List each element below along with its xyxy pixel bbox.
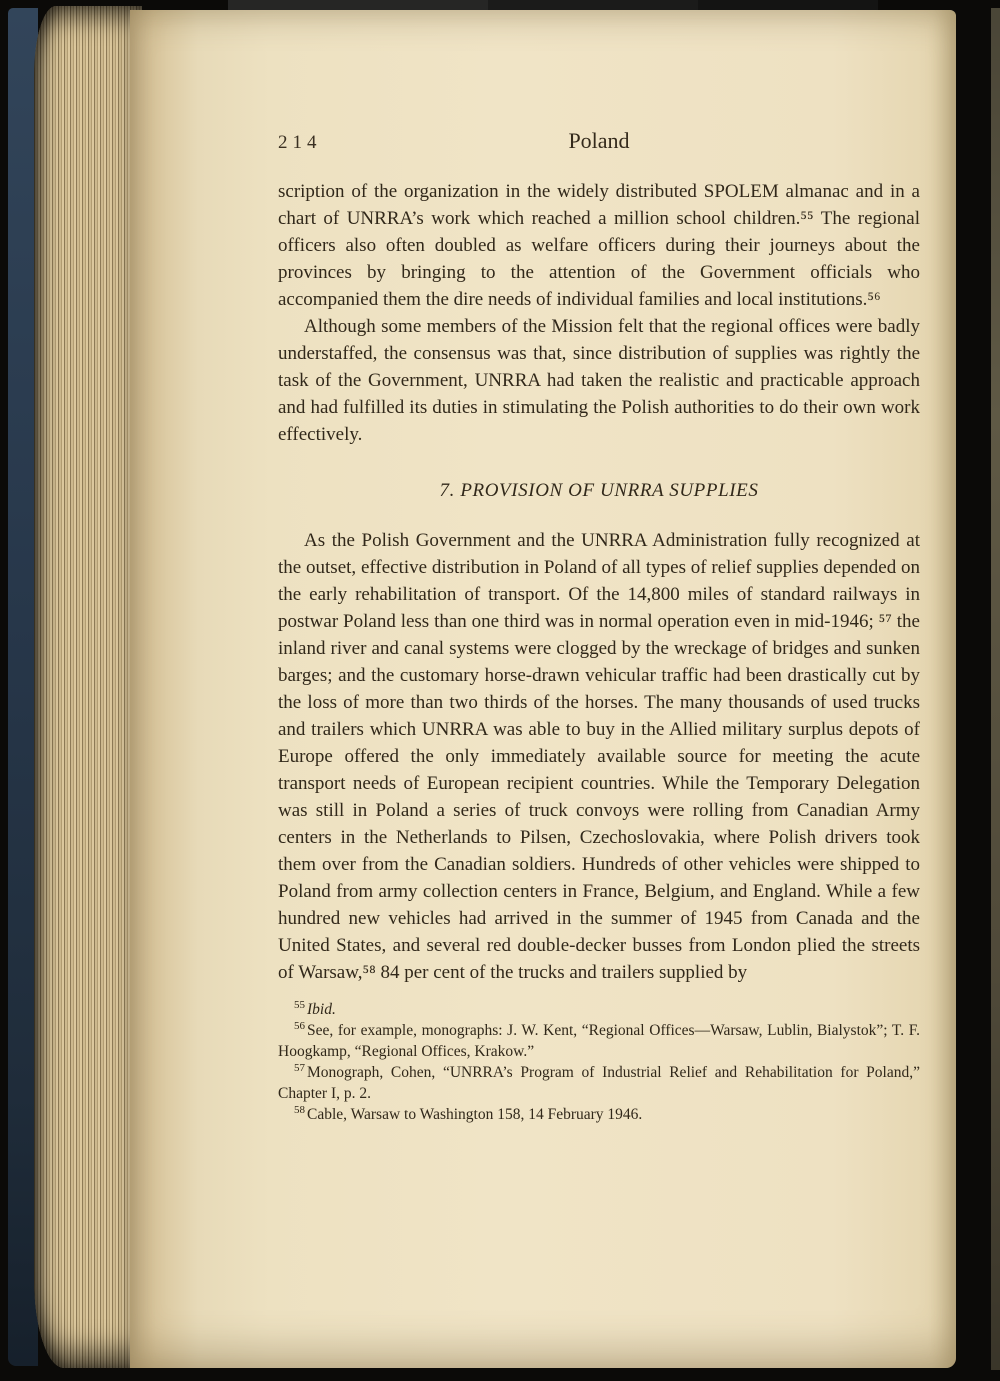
footnote: [278, 999, 920, 1020]
footnote-marker: 58: [294, 1103, 305, 1116]
book-page: [130, 10, 956, 1368]
running-header-title: Poland: [568, 128, 630, 153]
footnote-marker: 57: [294, 1061, 305, 1074]
footnote: [278, 1062, 920, 1104]
paragraph: scription of the organization in the widely distributed SPOLEM almanac and in a chart of UNRRA’s work which reached a million school children.⁵⁵ The regional officers also often doubled as welfare officers during their journeys about the provinces by bringing to the attention of the Government officials who accompanied them the dire needs of individual families and local institutions.⁵⁶: [278, 181, 920, 310]
section-heading: 7. PROVISION OF UNRRA SUPPLIES: [439, 480, 759, 501]
page-edges: [34, 6, 142, 1368]
footnote-text: Cable, Warsaw to Washington 158, 14 February 1946.: [307, 1106, 643, 1123]
footnote: [278, 1020, 920, 1062]
footnotes: [278, 999, 920, 1125]
paragraph: As the Polish Government and the UNRRA Administration fully recognized at the outset, effective distribution in Poland of all types of relief supplies depended on the early rehabilitation of transport. Of the 14,800 miles of standard railways in postwar Poland less than one third was in normal operation even in mid-1946; ⁵⁷ the inland river and canal systems were clogged by the wreckage of bridges and sunken barges; and the customary horse-drawn vehicular traffic had been drastically cut by the loss of more than two thirds of the horses. The many thousands of used trucks and trailers which UNRRA was able to buy in the Allied military surplus depots of Europe offered the only immediately available source for meeting the acute transport needs of European recipient countries. While the Temporary Delegation was still in Poland a series of truck convoys were rolling from Canadian Army centers in the Netherlands to Pilsen, Czechoslovakia, where Polish drivers took them over from the Canadian soldiers. Hundreds of other vehicles were shipped to Poland from army collection centers in France, Belgium, and England. While a few hundred new vehicles had arrived in the summer of 1945 from Canada and the United States, and several red double-decker busses from London plied the streets of Warsaw,⁵⁸ 84 per cent of the trucks and trailers supplied by: [278, 530, 920, 983]
page-number: 214: [278, 132, 322, 153]
footnote-text: Monograph, Cohen, “UNRRA’s Program of Industrial Relief and Rehabilitation for Poland,” Chapter I, p. 2.: [278, 1064, 920, 1102]
paragraph: Although some members of the Mission felt that the regional offices were badly understaffed, the consensus was that, since distribution of supplies was rightly the task of the Government, UNRRA had taken the realistic and practicable approach and had fulfilled its duties in stimulating the Polish authorities to do their own work effectively.: [278, 316, 920, 445]
footnote: [278, 1104, 920, 1125]
book: [8, 6, 956, 1370]
adjacent-page-edge: [991, 8, 1000, 1370]
running-header: [278, 128, 920, 158]
footnote-marker: 55: [294, 998, 305, 1011]
footnote-text: See, for example, monographs: J. W. Kent, “Regional Offices—Warsaw, Lublin, Bialystok”; T. F. Hoogkamp, “Regional Offices, Krakow.”: [278, 1022, 920, 1060]
footnote-marker: 56: [294, 1019, 305, 1032]
footnote-text: Ibid.: [307, 1001, 336, 1018]
